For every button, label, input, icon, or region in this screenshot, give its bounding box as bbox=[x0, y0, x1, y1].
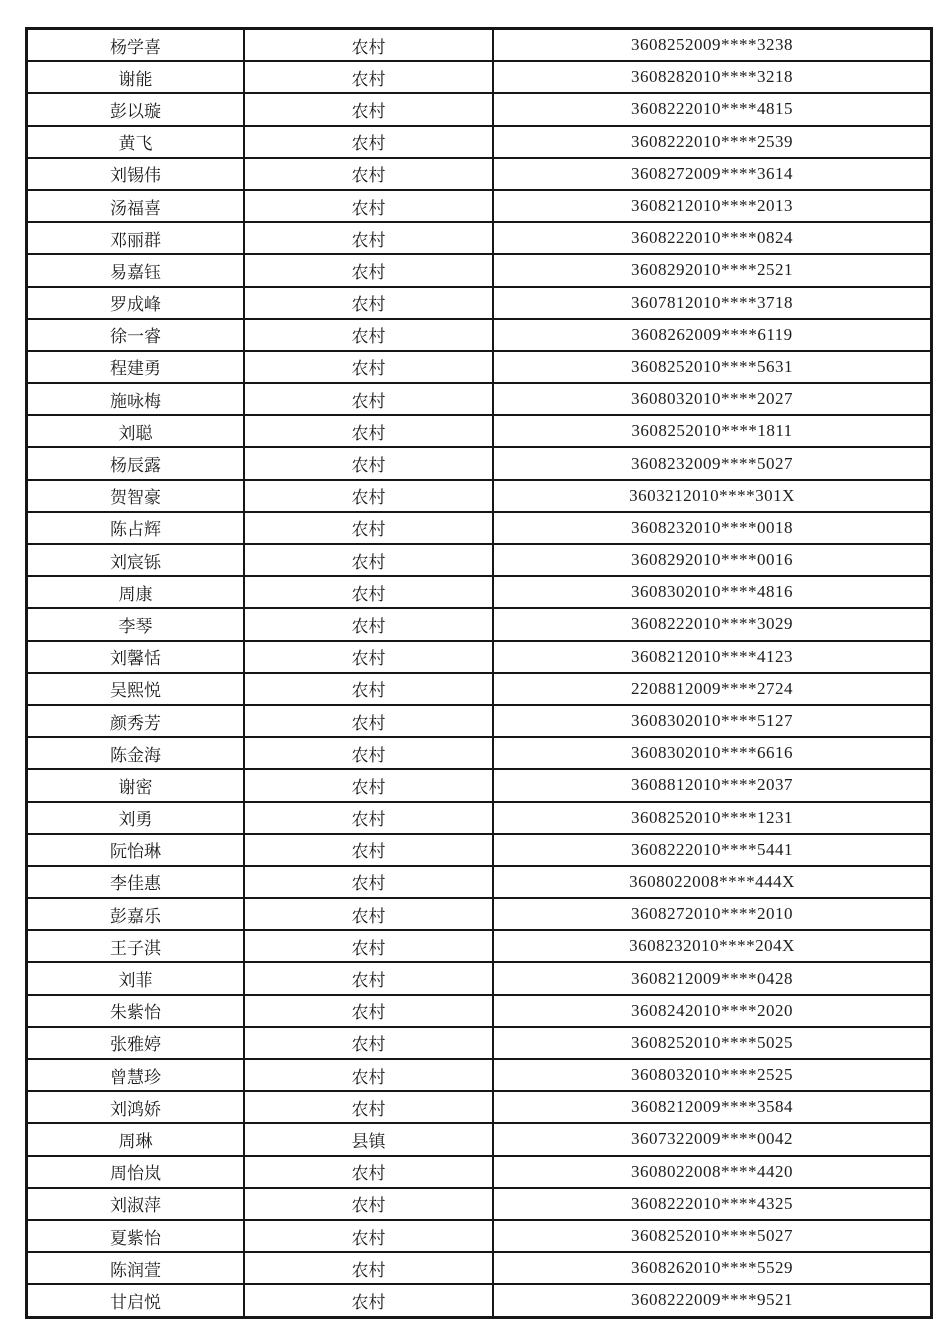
masked-id-cell: 3608262010****5529 bbox=[493, 1252, 932, 1284]
student-name-cell: 徐一睿 bbox=[27, 319, 245, 351]
masked-id-cell: 3608222010****4815 bbox=[493, 93, 932, 125]
table-row bbox=[27, 1091, 932, 1123]
student-name-cell: 李佳惠 bbox=[27, 866, 245, 898]
masked-id-cell: 3608812010****2037 bbox=[493, 769, 932, 801]
residence-type-cell: 农村 bbox=[244, 1252, 493, 1284]
table-row bbox=[27, 1284, 932, 1317]
masked-id-cell: 3608232009****5027 bbox=[493, 447, 932, 479]
residence-type-cell: 农村 bbox=[244, 222, 493, 254]
masked-id-cell: 3608252010****1811 bbox=[493, 415, 932, 447]
student-roster-table bbox=[25, 27, 933, 1319]
table-row bbox=[27, 544, 932, 576]
masked-id-cell: 3608252010****5027 bbox=[493, 1220, 932, 1252]
student-name-cell: 阮怡琳 bbox=[27, 834, 245, 866]
residence-type-cell: 农村 bbox=[244, 834, 493, 866]
residence-type-cell: 农村 bbox=[244, 1220, 493, 1252]
student-name-cell: 刘鸿娇 bbox=[27, 1091, 245, 1123]
student-name-cell: 罗成峰 bbox=[27, 287, 245, 319]
table-row bbox=[27, 254, 932, 286]
table-row bbox=[27, 29, 932, 62]
masked-id-cell: 3608292010****2521 bbox=[493, 254, 932, 286]
masked-id-cell: 3608032010****2525 bbox=[493, 1059, 932, 1091]
residence-type-cell: 农村 bbox=[244, 383, 493, 415]
student-name-cell: 陈占辉 bbox=[27, 512, 245, 544]
table-row bbox=[27, 512, 932, 544]
residence-type-cell: 农村 bbox=[244, 995, 493, 1027]
residence-type-cell: 农村 bbox=[244, 673, 493, 705]
residence-type-cell: 农村 bbox=[244, 866, 493, 898]
masked-id-cell: 3608222010****2539 bbox=[493, 126, 932, 158]
student-name-cell: 彭嘉乐 bbox=[27, 898, 245, 930]
student-name-cell: 周琳 bbox=[27, 1123, 245, 1155]
student-name-cell: 汤福喜 bbox=[27, 190, 245, 222]
student-name-cell: 刘馨恬 bbox=[27, 641, 245, 673]
masked-id-cell: 3608232010****0018 bbox=[493, 512, 932, 544]
table-row bbox=[27, 93, 932, 125]
student-name-cell: 周怡岚 bbox=[27, 1156, 245, 1188]
student-name-cell: 杨辰露 bbox=[27, 447, 245, 479]
student-name-cell: 谢能 bbox=[27, 61, 245, 93]
student-name-cell: 刘聪 bbox=[27, 415, 245, 447]
table-row bbox=[27, 962, 932, 994]
residence-type-cell: 农村 bbox=[244, 93, 493, 125]
residence-type-cell: 农村 bbox=[244, 962, 493, 994]
student-name-cell: 杨学喜 bbox=[27, 29, 245, 62]
masked-id-cell: 3608272010****2010 bbox=[493, 898, 932, 930]
table-row bbox=[27, 898, 932, 930]
table-row bbox=[27, 866, 932, 898]
residence-type-cell: 农村 bbox=[244, 61, 493, 93]
student-name-cell: 陈润萱 bbox=[27, 1252, 245, 1284]
masked-id-cell: 3608272009****3614 bbox=[493, 158, 932, 190]
residence-type-cell: 农村 bbox=[244, 1027, 493, 1059]
residence-type-cell: 农村 bbox=[244, 1284, 493, 1317]
residence-type-cell: 农村 bbox=[244, 930, 493, 962]
student-name-cell: 颜秀芳 bbox=[27, 705, 245, 737]
masked-id-cell: 3608222010****0824 bbox=[493, 222, 932, 254]
residence-type-cell: 农村 bbox=[244, 158, 493, 190]
residence-type-cell: 农村 bbox=[244, 576, 493, 608]
student-name-cell: 王子淇 bbox=[27, 930, 245, 962]
table-row bbox=[27, 705, 932, 737]
table-row bbox=[27, 190, 932, 222]
residence-type-cell: 农村 bbox=[244, 898, 493, 930]
residence-type-cell: 农村 bbox=[244, 254, 493, 286]
residence-type-cell: 农村 bbox=[244, 319, 493, 351]
masked-id-cell: 3603212010****301X bbox=[493, 480, 932, 512]
student-name-cell: 周康 bbox=[27, 576, 245, 608]
student-name-cell: 谢密 bbox=[27, 769, 245, 801]
masked-id-cell: 2208812009****2724 bbox=[493, 673, 932, 705]
residence-type-cell: 县镇 bbox=[244, 1123, 493, 1155]
table-row bbox=[27, 480, 932, 512]
residence-type-cell: 农村 bbox=[244, 641, 493, 673]
student-name-cell: 易嘉钰 bbox=[27, 254, 245, 286]
masked-id-cell: 3608252010****5631 bbox=[493, 351, 932, 383]
student-name-cell: 吴熙悦 bbox=[27, 673, 245, 705]
masked-id-cell: 3608212009****3584 bbox=[493, 1091, 932, 1123]
table-row bbox=[27, 802, 932, 834]
table-row bbox=[27, 1156, 932, 1188]
residence-type-cell: 农村 bbox=[244, 190, 493, 222]
student-name-cell: 刘锡伟 bbox=[27, 158, 245, 190]
student-name-cell: 彭以璇 bbox=[27, 93, 245, 125]
residence-type-cell: 农村 bbox=[244, 802, 493, 834]
table-row bbox=[27, 126, 932, 158]
table-row bbox=[27, 1252, 932, 1284]
residence-type-cell: 农村 bbox=[244, 447, 493, 479]
masked-id-cell: 3608022008****4420 bbox=[493, 1156, 932, 1188]
residence-type-cell: 农村 bbox=[244, 608, 493, 640]
masked-id-cell: 3608212010****4123 bbox=[493, 641, 932, 673]
masked-id-cell: 3608302010****6616 bbox=[493, 737, 932, 769]
table-row bbox=[27, 158, 932, 190]
student-name-cell: 黄飞 bbox=[27, 126, 245, 158]
student-name-cell: 曾慧珍 bbox=[27, 1059, 245, 1091]
residence-type-cell: 农村 bbox=[244, 351, 493, 383]
student-name-cell: 程建勇 bbox=[27, 351, 245, 383]
masked-id-cell: 3607322009****0042 bbox=[493, 1123, 932, 1155]
table-row bbox=[27, 415, 932, 447]
masked-id-cell: 3608262009****6119 bbox=[493, 319, 932, 351]
table-row bbox=[27, 319, 932, 351]
student-name-cell: 刘菲 bbox=[27, 962, 245, 994]
table-row bbox=[27, 1027, 932, 1059]
student-name-cell: 刘勇 bbox=[27, 802, 245, 834]
masked-id-cell: 3608292010****0016 bbox=[493, 544, 932, 576]
masked-id-cell: 3608232010****204X bbox=[493, 930, 932, 962]
student-name-cell: 夏紫怡 bbox=[27, 1220, 245, 1252]
residence-type-cell: 农村 bbox=[244, 126, 493, 158]
masked-id-cell: 3608252010****5025 bbox=[493, 1027, 932, 1059]
table-row bbox=[27, 930, 932, 962]
masked-id-cell: 3608222010****3029 bbox=[493, 608, 932, 640]
residence-type-cell: 农村 bbox=[244, 1188, 493, 1220]
masked-id-cell: 3608022008****444X bbox=[493, 866, 932, 898]
student-name-cell: 甘启悦 bbox=[27, 1284, 245, 1317]
residence-type-cell: 农村 bbox=[244, 544, 493, 576]
student-name-cell: 刘淑萍 bbox=[27, 1188, 245, 1220]
student-name-cell: 张雅婷 bbox=[27, 1027, 245, 1059]
table-row bbox=[27, 1220, 932, 1252]
residence-type-cell: 农村 bbox=[244, 29, 493, 62]
residence-type-cell: 农村 bbox=[244, 705, 493, 737]
residence-type-cell: 农村 bbox=[244, 415, 493, 447]
student-name-cell: 陈金海 bbox=[27, 737, 245, 769]
residence-type-cell: 农村 bbox=[244, 1091, 493, 1123]
residence-type-cell: 农村 bbox=[244, 287, 493, 319]
table-row bbox=[27, 351, 932, 383]
masked-id-cell: 3608302010****5127 bbox=[493, 705, 932, 737]
table-row bbox=[27, 995, 932, 1027]
masked-id-cell: 3607812010****3718 bbox=[493, 287, 932, 319]
table-row bbox=[27, 447, 932, 479]
masked-id-cell: 3608252010****1231 bbox=[493, 802, 932, 834]
residence-type-cell: 农村 bbox=[244, 1059, 493, 1091]
table-row bbox=[27, 576, 932, 608]
table-row bbox=[27, 673, 932, 705]
student-name-cell: 施咏梅 bbox=[27, 383, 245, 415]
table-row bbox=[27, 1188, 932, 1220]
student-name-cell: 刘宸铄 bbox=[27, 544, 245, 576]
student-name-cell: 贺智豪 bbox=[27, 480, 245, 512]
table-row bbox=[27, 769, 932, 801]
residence-type-cell: 农村 bbox=[244, 737, 493, 769]
table-row bbox=[27, 608, 932, 640]
masked-id-cell: 3608032010****2027 bbox=[493, 383, 932, 415]
residence-type-cell: 农村 bbox=[244, 512, 493, 544]
residence-type-cell: 农村 bbox=[244, 769, 493, 801]
residence-type-cell: 农村 bbox=[244, 480, 493, 512]
table-row bbox=[27, 1059, 932, 1091]
table-row bbox=[27, 834, 932, 866]
masked-id-cell: 3608302010****4816 bbox=[493, 576, 932, 608]
table-body bbox=[27, 29, 932, 1318]
student-name-cell: 李琴 bbox=[27, 608, 245, 640]
table-row bbox=[27, 287, 932, 319]
table-row bbox=[27, 61, 932, 93]
student-name-cell: 邓丽群 bbox=[27, 222, 245, 254]
table-row bbox=[27, 1123, 932, 1155]
masked-id-cell: 3608282010****3218 bbox=[493, 61, 932, 93]
masked-id-cell: 3608222010****4325 bbox=[493, 1188, 932, 1220]
masked-id-cell: 3608212009****0428 bbox=[493, 962, 932, 994]
masked-id-cell: 3608222010****5441 bbox=[493, 834, 932, 866]
masked-id-cell: 3608212010****2013 bbox=[493, 190, 932, 222]
masked-id-cell: 3608252009****3238 bbox=[493, 29, 932, 62]
table-row bbox=[27, 641, 932, 673]
table-row bbox=[27, 737, 932, 769]
table-row bbox=[27, 383, 932, 415]
student-name-cell: 朱紫怡 bbox=[27, 995, 245, 1027]
table-row bbox=[27, 222, 932, 254]
masked-id-cell: 3608222009****9521 bbox=[493, 1284, 932, 1317]
masked-id-cell: 3608242010****2020 bbox=[493, 995, 932, 1027]
residence-type-cell: 农村 bbox=[244, 1156, 493, 1188]
